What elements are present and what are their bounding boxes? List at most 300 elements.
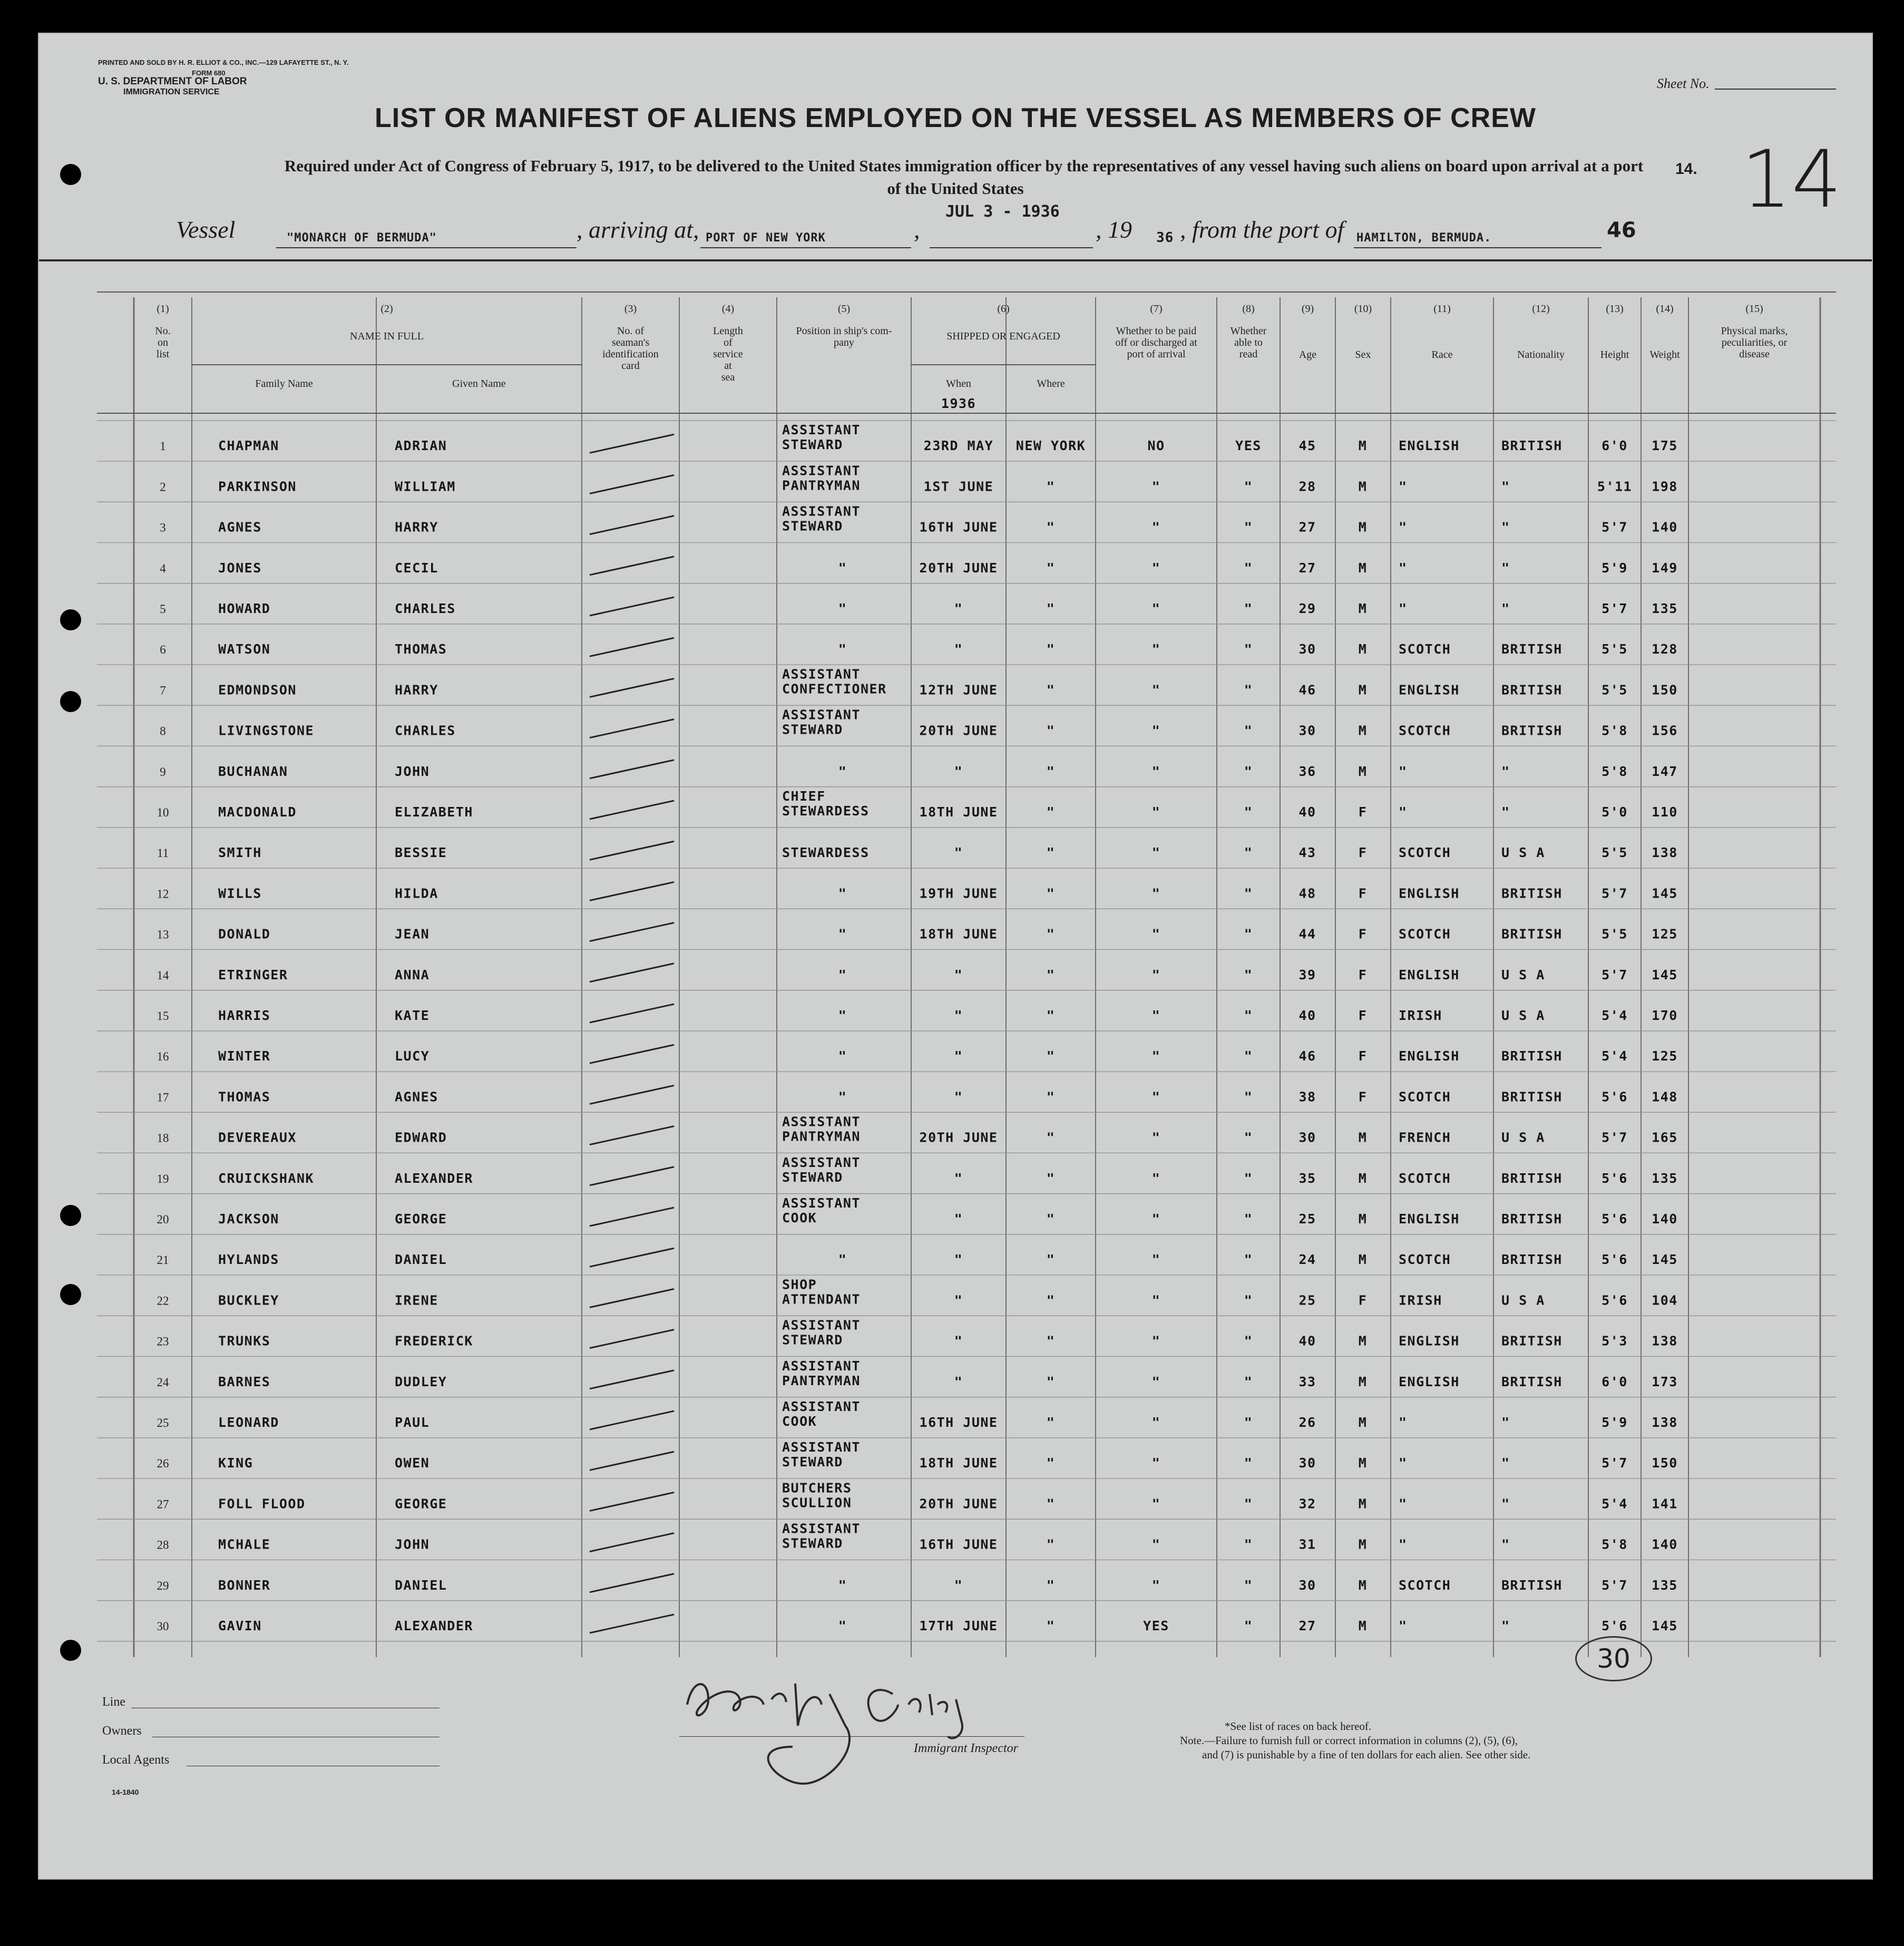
nationality: BRITISH <box>1501 1577 1563 1593</box>
sex: F <box>1358 1048 1368 1064</box>
position-line-2: SCULLION <box>782 1495 852 1511</box>
family-name: MACDONALD <box>218 804 297 820</box>
weight: 110 <box>1652 804 1678 820</box>
from-label: , from the port of <box>1180 216 1344 243</box>
position-line-1: ASSISTANT <box>782 1317 861 1333</box>
age: 33 <box>1298 1374 1316 1389</box>
column-heading: Sex <box>1355 349 1371 361</box>
race: SCOTCH <box>1399 1089 1451 1105</box>
race: " <box>1399 1618 1408 1634</box>
vessel-name: "MONARCH OF BERMUDA" <box>287 231 437 245</box>
inspector-signature <box>671 1662 1072 1799</box>
service-label: IMMIGRATION SERVICE <box>123 87 220 96</box>
given-name: OWEN <box>395 1455 430 1471</box>
column-heading: disease <box>1739 348 1770 360</box>
age: 30 <box>1298 1130 1316 1145</box>
weight: 135 <box>1652 601 1678 617</box>
column-heading: Whether <box>1230 325 1267 337</box>
race: ENGLISH <box>1399 1211 1460 1227</box>
shipped-when: " <box>954 1048 963 1064</box>
race: " <box>1399 1536 1408 1552</box>
binder-hole <box>60 609 81 630</box>
row-number: 29 <box>157 1579 169 1592</box>
race: " <box>1399 601 1408 617</box>
line-label: Line <box>102 1695 125 1709</box>
age: 46 <box>1298 682 1316 698</box>
shipped-where: " <box>1046 1089 1056 1105</box>
sex: M <box>1358 601 1368 617</box>
given-name: CECIL <box>395 560 438 576</box>
shipped-when: 16TH JUNE <box>919 1536 998 1552</box>
paid-off: " <box>1151 1130 1161 1145</box>
weight: 138 <box>1652 1333 1678 1349</box>
row-number: 18 <box>157 1131 169 1145</box>
column-number: (11) <box>1433 303 1451 315</box>
sex: F <box>1358 886 1368 901</box>
id-card-mark <box>590 475 674 493</box>
family-name: LEONARD <box>218 1415 279 1431</box>
able-to-read: " <box>1244 1170 1253 1186</box>
row-number: 21 <box>157 1253 169 1267</box>
given-name: WILLIAM <box>395 479 456 494</box>
column-number: (4) <box>721 303 735 315</box>
able-to-read: " <box>1244 1130 1253 1145</box>
column-subheading: Given Name <box>452 378 506 390</box>
height: 5'6 <box>1602 1252 1628 1268</box>
able-to-read: " <box>1244 682 1253 698</box>
row-number: 13 <box>157 928 169 941</box>
column-heading: at <box>724 360 732 372</box>
position-ditto: " <box>838 641 847 657</box>
vessel-line <box>176 216 235 244</box>
age: 30 <box>1298 641 1316 657</box>
position-ditto: " <box>838 601 847 617</box>
position-line-1: ASSISTANT <box>782 1358 861 1374</box>
owners-label: Owners <box>102 1724 142 1738</box>
given-name: CHARLES <box>395 723 456 738</box>
age: 40 <box>1298 804 1316 820</box>
height: 5'8 <box>1602 723 1628 738</box>
column-number: (3) <box>624 303 637 315</box>
race: SCOTCH <box>1399 845 1451 861</box>
row-number: 24 <box>157 1375 169 1389</box>
height: 5'7 <box>1602 1577 1628 1593</box>
able-to-read: " <box>1244 601 1253 617</box>
given-name: JOHN <box>395 1536 430 1552</box>
age: 39 <box>1298 967 1316 982</box>
position-ditto: " <box>838 1252 847 1268</box>
position-line-2: STEWARD <box>782 722 843 737</box>
vessel-label: Vessel <box>176 216 236 243</box>
shipped-where: " <box>1046 1455 1056 1471</box>
paid-off: " <box>1151 1008 1161 1024</box>
printer-line: PRINTED AND SOLD BY H. R. ELLIOT & CO., INC.—129 LAFAYETTE ST., N. Y. <box>98 59 349 66</box>
position-line-1: SHOP <box>782 1277 817 1292</box>
position-line-2: ATTENDANT <box>782 1291 861 1307</box>
form-code: 14-1840 <box>112 1788 139 1796</box>
position-line-1: ASSISTANT <box>782 463 861 479</box>
total-circled: 30 <box>1575 1636 1652 1681</box>
id-card-mark <box>590 1492 674 1511</box>
height: 5'4 <box>1602 1496 1628 1512</box>
comma: , <box>914 216 920 243</box>
age: 40 <box>1298 1008 1316 1024</box>
handwritten-sheet-number: 14 <box>1741 134 1842 226</box>
row-number: 19 <box>157 1172 169 1185</box>
given-name: AGNES <box>395 1089 438 1105</box>
row-number: 9 <box>160 765 166 779</box>
height: 5'8 <box>1602 1536 1628 1552</box>
able-to-read: " <box>1244 519 1253 535</box>
family-name: JONES <box>218 560 262 576</box>
shipped-where: " <box>1046 1374 1056 1389</box>
nationality: BRITISH <box>1501 1089 1563 1105</box>
given-name: GEORGE <box>395 1211 447 1227</box>
id-card-mark <box>590 1533 674 1552</box>
weight: 147 <box>1652 763 1678 779</box>
row-number: 10 <box>157 806 169 820</box>
shipped-where: " <box>1046 560 1056 576</box>
family-name: CRUICKSHANK <box>218 1170 315 1186</box>
position-line-1: ASSISTANT <box>782 1439 861 1455</box>
family-name: BUCKLEY <box>218 1292 279 1308</box>
nationality: BRITISH <box>1501 1211 1563 1227</box>
family-name: AGNES <box>218 519 262 535</box>
sex: M <box>1358 479 1368 494</box>
position-line-1: ASSISTANT <box>782 1195 861 1211</box>
race: ENGLISH <box>1399 967 1460 982</box>
row-number: 8 <box>160 724 166 738</box>
shipped-when: " <box>954 1252 963 1268</box>
height: 5'5 <box>1602 682 1628 698</box>
shipped-when: " <box>954 1211 963 1227</box>
column-number: (5) <box>837 303 851 315</box>
paid-off: " <box>1151 1374 1161 1389</box>
from-port-rule <box>1354 247 1602 248</box>
able-to-read: " <box>1244 1292 1253 1308</box>
position-line-1: ASSISTANT <box>782 422 861 438</box>
family-name: EDMONDSON <box>218 682 297 698</box>
id-card-mark <box>590 434 674 453</box>
year-prefix: , 19 <box>1096 216 1132 243</box>
race: " <box>1399 1496 1408 1512</box>
id-card-mark <box>590 1411 674 1429</box>
shipped-when: 16TH JUNE <box>919 1415 998 1431</box>
age: 25 <box>1298 1292 1316 1308</box>
row-number: 15 <box>157 1009 169 1023</box>
family-name: WATSON <box>218 641 271 657</box>
position-line-2: COOK <box>782 1414 817 1429</box>
race: " <box>1399 1455 1408 1471</box>
id-card-mark <box>590 1126 674 1145</box>
column-heading: service <box>713 348 743 360</box>
height: 5'6 <box>1602 1618 1628 1634</box>
given-name: DANIEL <box>395 1252 447 1268</box>
id-card-mark <box>590 1574 674 1592</box>
nationality: BRITISH <box>1501 682 1563 698</box>
weight: 156 <box>1652 723 1678 738</box>
given-name: JOHN <box>395 763 430 779</box>
id-card-mark <box>590 1370 674 1389</box>
column-number: (2) <box>380 303 393 315</box>
age: 27 <box>1298 519 1316 535</box>
nationality: BRITISH <box>1501 1048 1563 1064</box>
position-line-2: COOK <box>782 1210 817 1226</box>
height: 5'5 <box>1602 641 1628 657</box>
given-name: ELIZABETH <box>395 804 473 820</box>
race: ENGLISH <box>1399 1374 1460 1389</box>
sex: F <box>1358 926 1368 942</box>
paid-off: " <box>1151 886 1161 901</box>
form-number: FORM 680 <box>192 69 226 77</box>
column-heading: off or discharged at <box>1115 337 1197 348</box>
able-to-read: YES <box>1235 438 1262 454</box>
position-line-2: PANTRYMAN <box>782 478 861 493</box>
small-mark: 14. <box>1675 160 1697 178</box>
height: 5'6 <box>1602 1089 1628 1105</box>
weight: 145 <box>1652 1252 1678 1268</box>
age: 45 <box>1298 438 1316 454</box>
height: 5'7 <box>1602 1130 1628 1145</box>
subtitle-line-2: of the United States <box>887 179 1024 198</box>
shipped-when: 20TH JUNE <box>919 1130 998 1145</box>
given-name: HILDA <box>395 886 438 901</box>
age: 44 <box>1298 926 1316 942</box>
weight: 125 <box>1652 1048 1678 1064</box>
paid-off: " <box>1151 1211 1161 1227</box>
column-subheading: Family Name <box>255 378 313 390</box>
weight: 145 <box>1652 886 1678 901</box>
paid-off: " <box>1151 804 1161 820</box>
family-name: BUCHANAN <box>218 763 288 779</box>
position-line-2: STEWARD <box>782 518 843 534</box>
sex: M <box>1358 1333 1368 1349</box>
race: " <box>1399 479 1408 494</box>
height: 5'7 <box>1602 1455 1628 1471</box>
row-number: 23 <box>157 1335 169 1348</box>
shipped-when: " <box>954 601 963 617</box>
sex: M <box>1358 1374 1368 1389</box>
height: 5'4 <box>1602 1008 1628 1024</box>
column-heading: pany <box>834 337 854 348</box>
column-number: (13) <box>1606 303 1624 315</box>
able-to-read: " <box>1244 1455 1253 1471</box>
shipped-where: NEW YORK <box>1016 438 1086 454</box>
shipped-when: 12TH JUNE <box>919 682 998 698</box>
age: 48 <box>1298 886 1316 901</box>
binder-hole <box>60 1640 81 1661</box>
row-number: 25 <box>157 1416 169 1430</box>
weight: 125 <box>1652 926 1678 942</box>
age: 25 <box>1298 1211 1316 1227</box>
race: SCOTCH <box>1399 641 1451 657</box>
race: ENGLISH <box>1399 682 1460 698</box>
shipped-when: 20TH JUNE <box>919 1496 998 1512</box>
shipped-where: " <box>1046 1170 1056 1186</box>
paid-off: " <box>1151 926 1161 942</box>
binder-hole <box>60 164 81 185</box>
shipped-when: " <box>954 1089 963 1105</box>
paid-off: " <box>1151 1333 1161 1349</box>
shipped-where: " <box>1046 1536 1056 1552</box>
sex: M <box>1358 641 1368 657</box>
nationality: " <box>1501 479 1510 494</box>
family-name: CHAPMAN <box>218 438 279 454</box>
row-number: 27 <box>157 1497 169 1511</box>
subtitle-line-1: Required under Act of Congress of February 5, 1917, to be delivered to the United States immigration officer by the representatives of any vessel having such aliens on board upon arrival at a port <box>284 157 1644 175</box>
sex: M <box>1358 1415 1368 1431</box>
race: SCOTCH <box>1399 926 1451 942</box>
age: 26 <box>1298 1415 1316 1431</box>
id-card-mark <box>590 1614 674 1633</box>
nationality: BRITISH <box>1501 926 1563 942</box>
family-name: DONALD <box>218 926 271 942</box>
race: ENGLISH <box>1399 1333 1460 1349</box>
arriving-label: , arriving at, <box>577 216 699 243</box>
nationality: BRITISH <box>1501 1252 1563 1268</box>
column-number: (15) <box>1745 303 1763 315</box>
sex: F <box>1358 845 1368 861</box>
id-card-mark <box>590 801 674 819</box>
row-number: 5 <box>160 602 166 616</box>
shipped-where: " <box>1046 1008 1056 1024</box>
nationality: U S A <box>1501 967 1545 982</box>
position-line-1: ASSISTANT <box>782 666 861 682</box>
date-rule <box>930 247 1093 248</box>
sex: M <box>1358 1130 1368 1145</box>
height: 5'3 <box>1602 1333 1628 1349</box>
nationality: " <box>1501 1415 1510 1431</box>
column-heading: Nationality <box>1517 349 1565 361</box>
sex: M <box>1358 519 1368 535</box>
row-number: 14 <box>157 968 169 982</box>
paid-off: " <box>1151 1577 1161 1593</box>
position-line-2: PANTRYMAN <box>782 1128 861 1144</box>
shipped-where: " <box>1046 886 1056 901</box>
shipped-when: " <box>954 1374 963 1389</box>
paid-off: " <box>1151 1536 1161 1552</box>
able-to-read: " <box>1244 1496 1253 1512</box>
row-number: 22 <box>157 1294 169 1308</box>
height: 5'7 <box>1602 519 1628 535</box>
row-number: 16 <box>157 1050 169 1064</box>
able-to-read: " <box>1244 1333 1253 1349</box>
height: 5'7 <box>1602 967 1628 982</box>
position-line-2: CONFECTIONER <box>782 681 887 697</box>
nationality: " <box>1501 519 1510 535</box>
sex: M <box>1358 1170 1368 1186</box>
weight: 135 <box>1652 1577 1678 1593</box>
sheet-no-label: Sheet No. <box>1657 76 1710 91</box>
id-card-mark <box>590 557 674 575</box>
page-title: LIST OR MANIFEST OF ALIENS EMPLOYED ON THE VESSEL AS MEMBERS OF CREW <box>375 103 1536 133</box>
race: SCOTCH <box>1399 723 1451 738</box>
shipped-where: " <box>1046 967 1056 982</box>
position-line-1: ASSISTANT <box>782 1399 861 1415</box>
binder-hole <box>60 1205 81 1226</box>
weight: 140 <box>1652 1211 1678 1227</box>
able-to-read: " <box>1244 479 1253 494</box>
column-heading: No. of <box>617 325 645 337</box>
shipped-where: " <box>1046 845 1056 861</box>
nationality: " <box>1501 763 1510 779</box>
date-stamp: JUL 3 - 1936 <box>945 202 1060 221</box>
column-heading: SHIPPED OR ENGAGED <box>946 330 1060 342</box>
race: " <box>1399 763 1408 779</box>
position-line-1: ASSISTANT <box>782 503 861 519</box>
shipped-where: " <box>1046 1048 1056 1064</box>
shipped-where: " <box>1046 682 1056 698</box>
able-to-read: " <box>1244 1252 1253 1268</box>
id-card-mark <box>590 964 674 982</box>
sheet-no-field <box>1715 89 1836 90</box>
year-suffix: 36 <box>1156 230 1174 246</box>
row-number: 28 <box>157 1538 169 1552</box>
family-name: BONNER <box>218 1577 271 1593</box>
height: 5'5 <box>1602 926 1628 942</box>
position-ditto: " <box>838 926 847 942</box>
column-heading: NAME IN FULL <box>350 330 424 342</box>
position-line-1: ASSISTANT <box>782 1521 861 1536</box>
column-heading: Weight <box>1649 349 1680 361</box>
able-to-read: " <box>1244 763 1253 779</box>
sex: M <box>1358 763 1368 779</box>
weight: 141 <box>1652 1496 1678 1512</box>
shipped-when: 18TH JUNE <box>919 1455 998 1471</box>
nationality: BRITISH <box>1501 1170 1563 1186</box>
shipped-where: " <box>1046 601 1056 617</box>
height: 5'0 <box>1602 804 1628 820</box>
row-number: 12 <box>157 887 169 901</box>
age: 46 <box>1298 1048 1316 1064</box>
sex: M <box>1358 682 1368 698</box>
age: 43 <box>1298 845 1316 861</box>
arriving-port-rule <box>700 247 911 248</box>
age: 30 <box>1298 1577 1316 1593</box>
shipped-when: " <box>954 1292 963 1308</box>
shipped-where: " <box>1046 1252 1056 1268</box>
agents-label: Local Agents <box>102 1753 170 1767</box>
position-line-1: ASSISTANT <box>782 1114 861 1130</box>
column-number: (1) <box>157 303 169 315</box>
height: 5'4 <box>1602 1048 1628 1064</box>
given-name: IRENE <box>395 1292 438 1308</box>
id-card-mark <box>590 1085 674 1104</box>
column-heading: identification <box>602 348 659 360</box>
age: 27 <box>1298 1618 1316 1634</box>
column-heading: Whether to be paid <box>1116 325 1197 337</box>
id-card-mark <box>590 719 674 738</box>
column-heading: card <box>621 360 640 372</box>
column-heading: Age <box>1298 349 1317 361</box>
paid-off: " <box>1151 560 1161 576</box>
shipped-when: 20TH JUNE <box>919 560 998 576</box>
sex: F <box>1358 804 1368 820</box>
column-number: (6) <box>997 303 1010 315</box>
height: 5'9 <box>1602 1415 1628 1431</box>
family-name: HYLANDS <box>218 1252 279 1268</box>
nationality: " <box>1501 1618 1510 1634</box>
race: " <box>1399 519 1408 535</box>
shipped-where: " <box>1046 723 1056 738</box>
position: STEWARDESS <box>782 845 870 861</box>
weight: 138 <box>1652 845 1678 861</box>
age: 29 <box>1298 601 1316 617</box>
family-name: HARRIS <box>218 1008 271 1024</box>
position-line-2: STEWARD <box>782 437 843 453</box>
given-name: ADRIAN <box>395 438 447 454</box>
age: 35 <box>1298 1170 1316 1186</box>
